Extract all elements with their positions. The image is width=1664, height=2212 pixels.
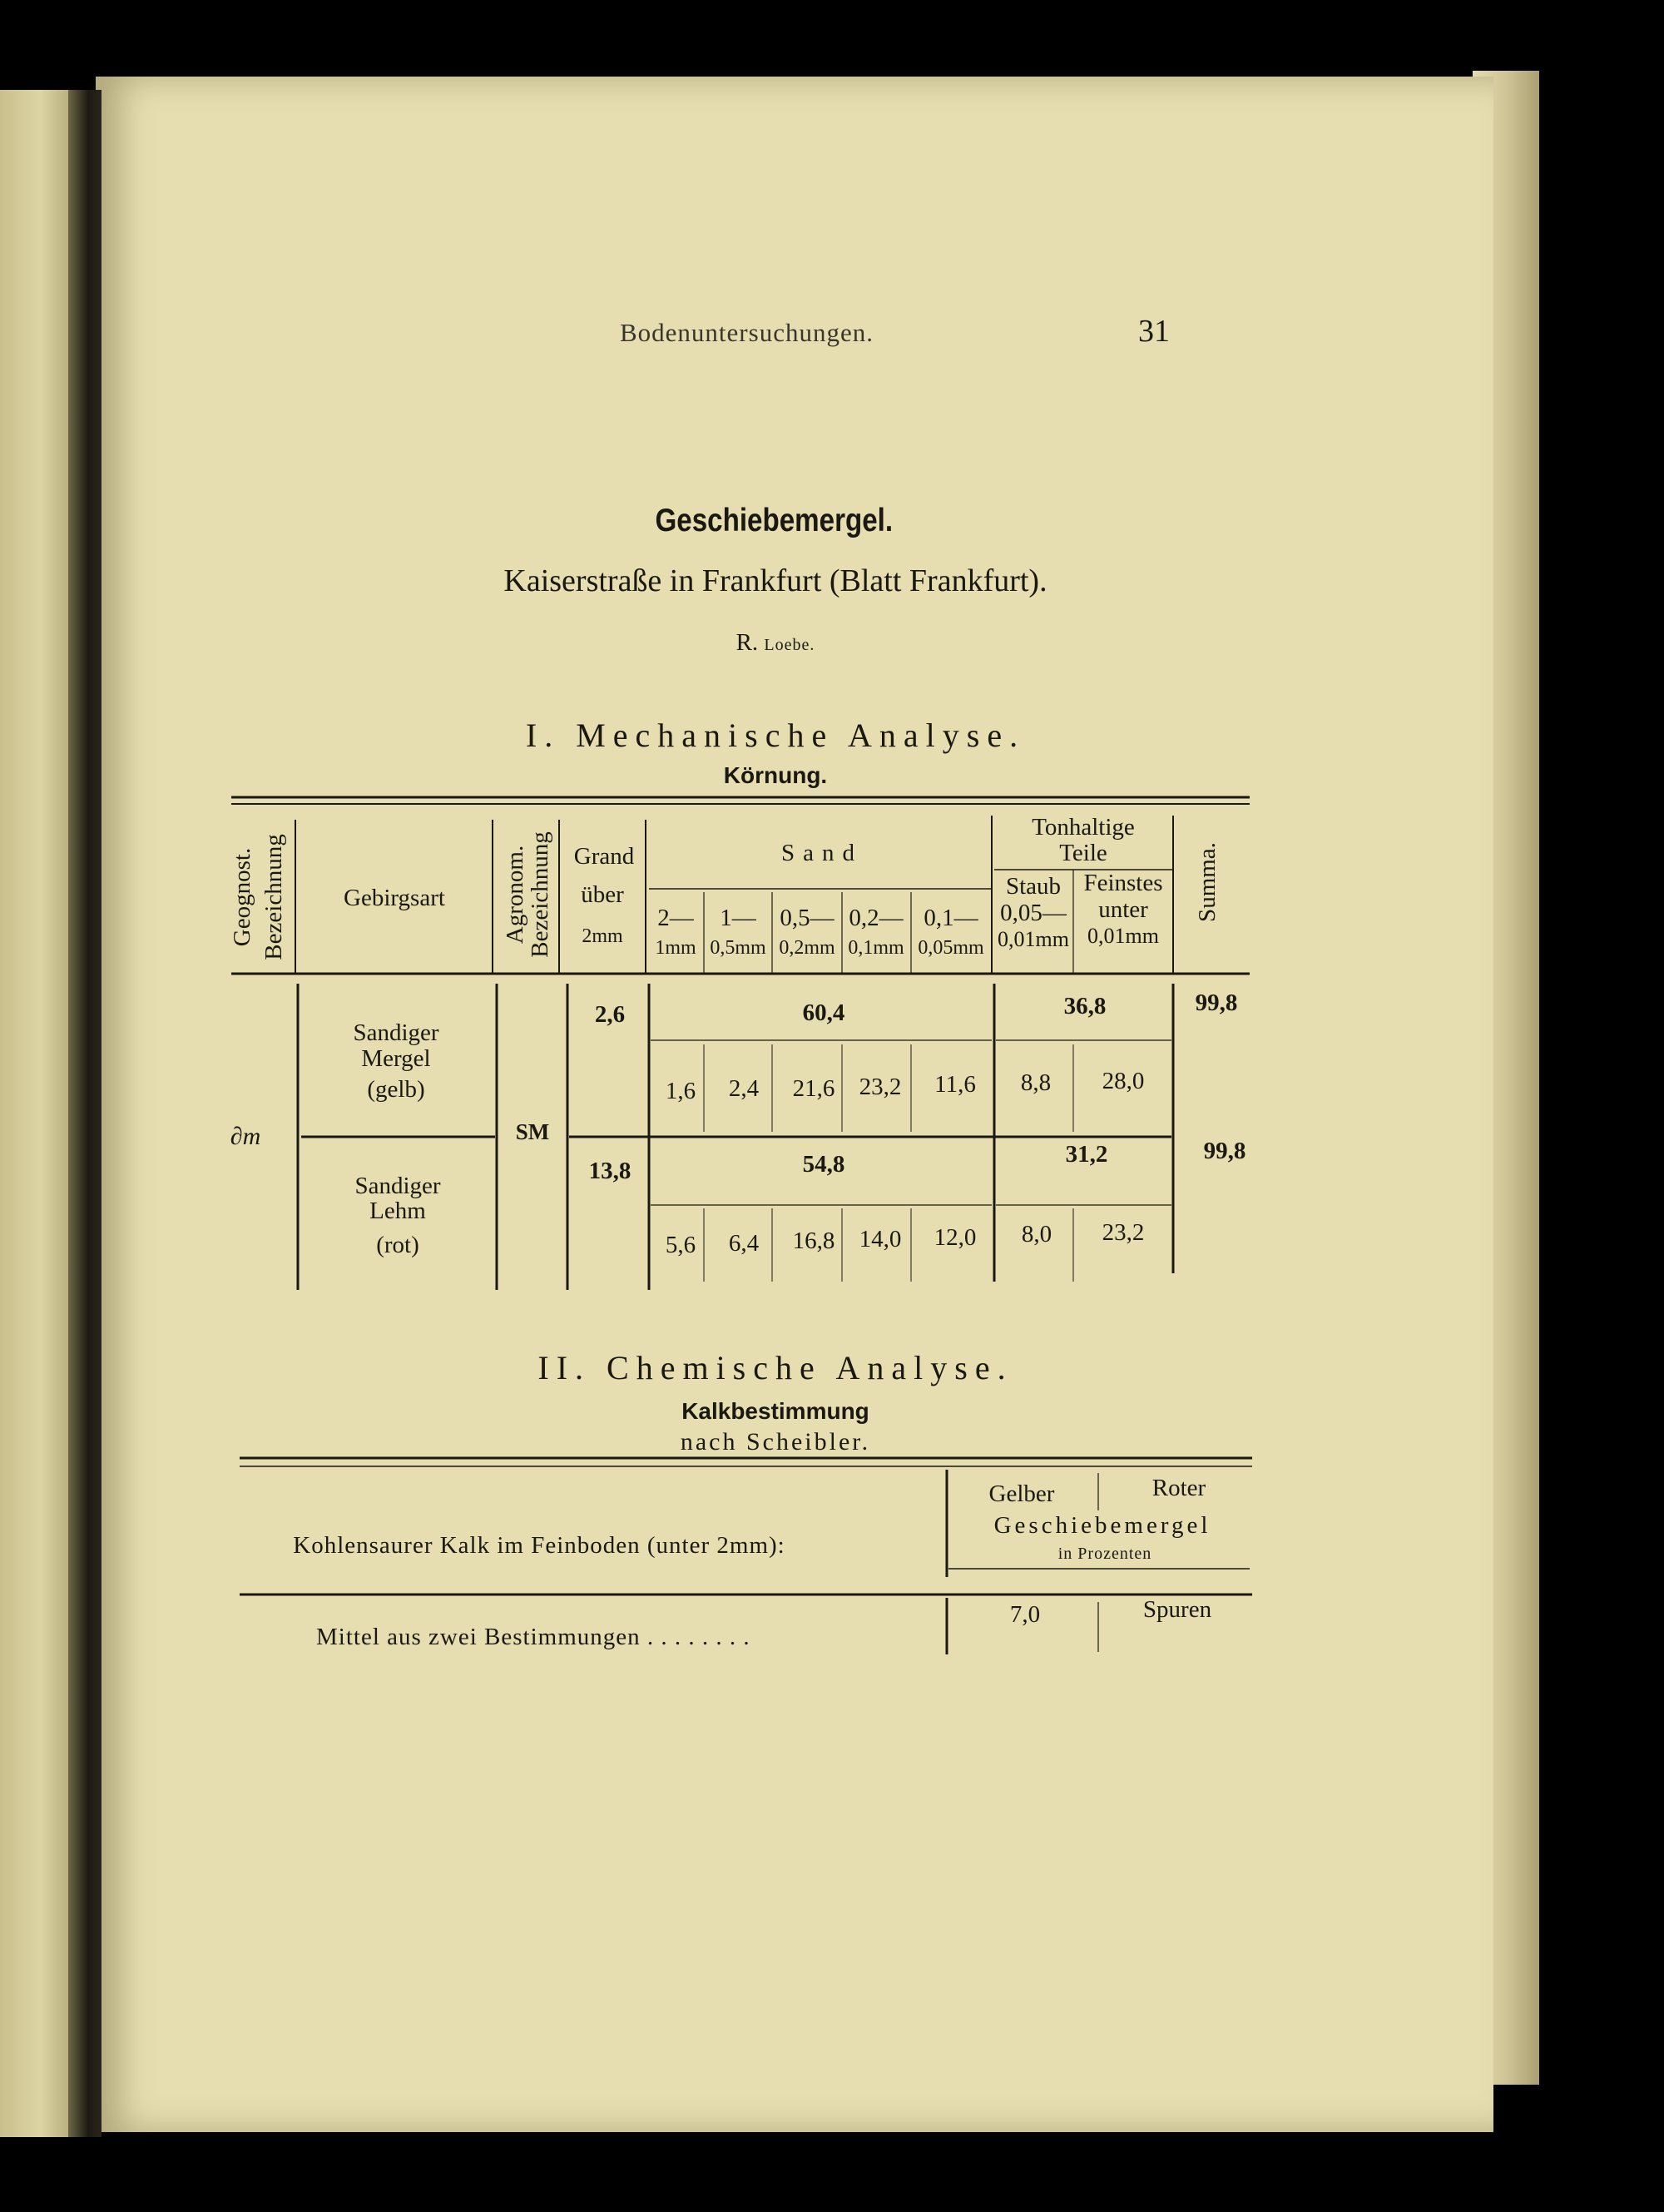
row2-grand: 13,8 [588, 1158, 631, 1184]
row1-ton-total: 36,8 [1063, 993, 1107, 1019]
row2-ton-total: 31,2 [1065, 1141, 1108, 1168]
row1-feinstes: 28,0 [1102, 1068, 1145, 1094]
agronom-value: SM [515, 1119, 550, 1144]
row2-sand-2: 6,4 [728, 1230, 760, 1257]
section-2-heading: II. Chemische Analyse. [537, 1349, 1013, 1386]
row1-gebirgsart-line2: Mergel [361, 1045, 431, 1072]
header-geognost-line1: Geognost. [229, 847, 255, 947]
header-staub-line2: 0,05— [1000, 900, 1067, 926]
chem-value-label: Mittel aus zwei Bestimmungen . . . . . . . . [316, 1624, 750, 1650]
header-staub-line1: Staub [1005, 873, 1062, 900]
header-feinstes-line3: 0,01mm [1087, 924, 1159, 948]
chem-col-group: Geschiebemergel [993, 1512, 1211, 1539]
header-agronom-line2: Bezeichnung [527, 831, 553, 958]
header-staub-line3: 0,01mm [998, 927, 1069, 951]
section-2-method: nach Scheibler. [680, 1428, 871, 1456]
row1-sand-5: 11,6 [934, 1071, 976, 1098]
sand-range-3-to: 0,2mm [779, 937, 835, 959]
row2-sand-1: 5,6 [665, 1232, 696, 1258]
row2-sand-4: 14,0 [859, 1226, 902, 1252]
sand-range-5-to: 0,05mm [918, 937, 984, 959]
row1-summa: 99,8 [1195, 989, 1238, 1016]
row1-gebirgsart-line3: (gelb) [367, 1076, 425, 1103]
row2-gebirgsart-line3: (rot) [376, 1232, 419, 1258]
sand-range-1-from: 2— [657, 905, 694, 931]
header-ton-line1: Tonhaltige [1032, 814, 1135, 841]
header-geognost-line2: Bezeichnung [260, 834, 287, 960]
chem-value-roter: Spuren [1142, 1596, 1212, 1623]
page-number: 31 [1138, 314, 1170, 349]
location-subtitle: Kaiserstraße in Frankfurt (Blatt Frankfurt). [503, 563, 1047, 598]
chem-col-gelber: Gelber [988, 1480, 1055, 1507]
row1-sand-2: 2,4 [728, 1075, 760, 1102]
row1-sand-total: 60,4 [802, 999, 845, 1026]
row2-sand-3: 16,8 [792, 1228, 835, 1254]
header-summa: Summa. [1194, 842, 1221, 922]
chem-row-label: Kohlensaurer Kalk im Feinboden (unter 2mm): [293, 1532, 785, 1559]
header-ton-line2: Teile [1059, 840, 1107, 866]
header-grand-line2: über [581, 881, 624, 908]
section-1-subheading: Körnung. [723, 762, 828, 788]
row1-sand-4: 23,2 [859, 1074, 902, 1100]
author-name: Loebe. [764, 636, 815, 654]
sand-range-5-from: 0,1— [924, 905, 978, 931]
sand-range-3-from: 0,5— [780, 905, 834, 931]
header-gebirgsart: Gebirgsart [344, 885, 445, 911]
sand-range-2-to: 0,5mm [710, 937, 766, 959]
row1-sand-1: 1,6 [665, 1078, 696, 1104]
section-2-subheading: Kalkbestimmung [681, 1398, 869, 1424]
header-feinstes-line1: Feinstes [1083, 870, 1163, 896]
row2-summa: 99,8 [1203, 1138, 1246, 1164]
page-title: Geschiebemergel. [655, 503, 894, 538]
geognost-value: ∂m [230, 1123, 261, 1150]
row2-feinstes: 23,2 [1102, 1219, 1145, 1246]
row2-gebirgsart-line2: Lehm [369, 1198, 426, 1224]
header-feinstes-line2: unter [1098, 896, 1148, 923]
chem-col-roter: Roter [1151, 1475, 1206, 1501]
header-grand-line1: Grand [573, 843, 635, 870]
section-1-heading: I. Mechanische Analyse. [525, 717, 1026, 754]
chem-value-gelber: 7,0 [1009, 1601, 1041, 1628]
row1-grand: 2,6 [594, 1001, 626, 1028]
sand-range-4-to: 0,1mm [848, 937, 904, 959]
row1-staub: 8,8 [1020, 1069, 1052, 1096]
sand-range-4-from: 0,2— [849, 905, 904, 931]
sand-range-1-to: 1mm [655, 937, 696, 959]
header-grand-line3: 2mm [582, 925, 623, 947]
row1-sand-3: 21,6 [792, 1075, 835, 1102]
row2-sand-5: 12,0 [934, 1224, 977, 1251]
row2-gebirgsart-line1: Sandiger [354, 1173, 441, 1199]
author-initial: R. [735, 629, 765, 656]
running-head: Bodenuntersuchungen. [620, 318, 874, 347]
sand-range-2-from: 1— [720, 905, 756, 931]
row2-staub: 8,0 [1021, 1221, 1052, 1247]
row2-sand-total: 54,8 [802, 1151, 845, 1178]
row1-gebirgsart-line1: Sandiger [353, 1019, 439, 1046]
chem-col-unit: in Prozenten [1057, 1545, 1152, 1563]
header-sand: Sand [781, 840, 863, 866]
header-agronom-line1: Agronom. [502, 845, 528, 945]
